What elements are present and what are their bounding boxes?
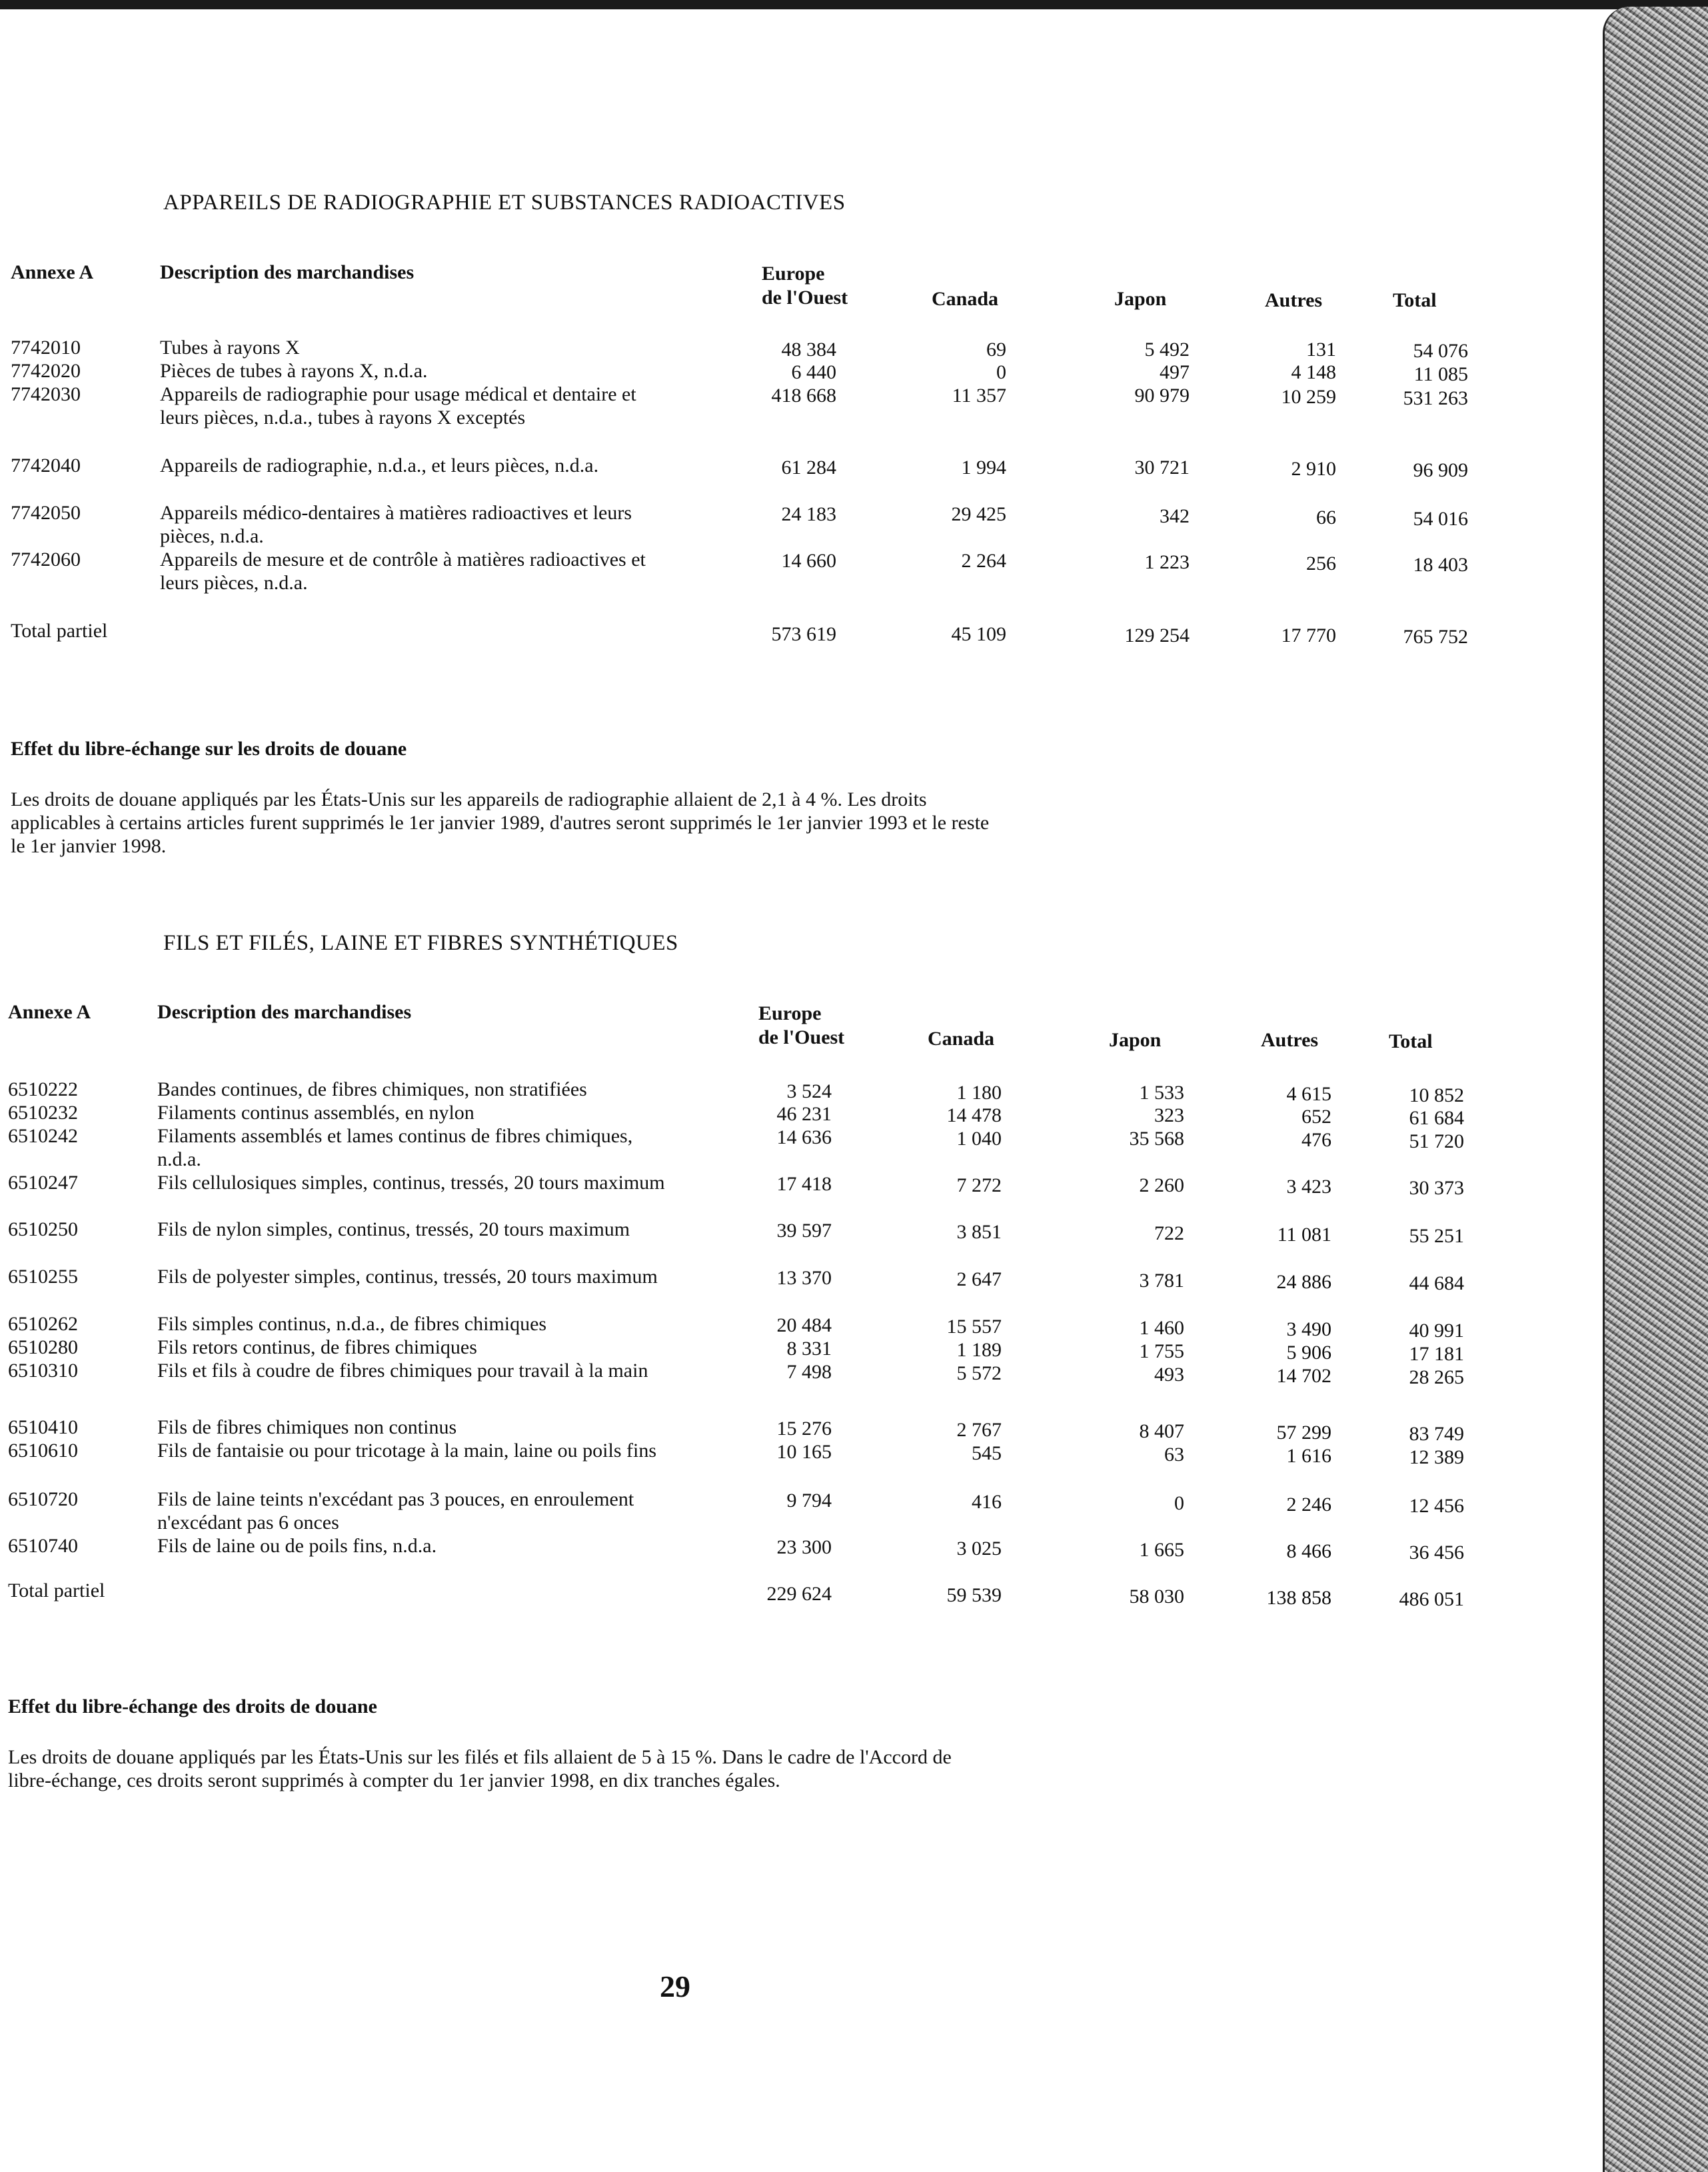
section2-effect-text: Les droits de douane appliqués par les États-Unis sur les filés et fils allaient de 5 à 15 %. Dans le cadre de l'Accord de libre-échange, ces droits seront supprimés à compter du 1er janvier 1998, en dix tranches égales. (8, 1746, 952, 1791)
row-canada: 1 040 (956, 1128, 1002, 1150)
row-description: Fils et fils à coudre de fibres chimiques pour travail à la main (157, 1360, 648, 1382)
row-canada: 3 025 (956, 1538, 1002, 1560)
row-code: 6510720 (8, 1488, 78, 1510)
row-japon: 63 (1164, 1444, 1184, 1466)
row-europe: 3 524 (786, 1080, 832, 1102)
row-description: Fils de fantaisie ou pour tricotage à la main, laine ou poils fins (157, 1440, 656, 1462)
row-code: 6510247 (8, 1172, 78, 1194)
section2-header-japon: Japon (1109, 1029, 1162, 1051)
row-autres: 131 (1306, 339, 1336, 361)
row-description: Fils cellulosiques simples, continus, tressés, 20 tours maximum (157, 1172, 665, 1194)
subtotal-total: 486 051 (1399, 1588, 1464, 1610)
row-code: 6510310 (8, 1360, 78, 1382)
section1-header-europe-l2: de l'Ouest (762, 287, 848, 309)
row-code: 6510740 (8, 1535, 78, 1557)
row-europe: 13 370 (776, 1267, 832, 1289)
row-europe: 9 794 (786, 1490, 832, 1512)
row-japon: 8 407 (1139, 1420, 1184, 1442)
row-code: 7742060 (11, 548, 81, 570)
row-description: Pièces de tubes à rayons X, n.d.a. (160, 360, 428, 382)
section2-header-total: Total (1389, 1030, 1433, 1052)
section2-header-annexe: Annexe A (8, 1001, 91, 1023)
row-autres: 57 299 (1276, 1422, 1331, 1444)
row-code: 7742020 (11, 360, 81, 382)
row-japon: 1 223 (1144, 551, 1190, 573)
document-page (0, 9, 1603, 2172)
subtotal-label: Total partiel (8, 1580, 105, 1602)
row-description: Appareils de mesure et de contrôle à matières radioactives et leurs pièces, n.d.a. (160, 548, 646, 594)
row-code: 7742010 (11, 337, 81, 359)
row-canada: 545 (972, 1442, 1002, 1464)
row-europe: 15 276 (776, 1418, 832, 1440)
row-japon: 30 721 (1134, 457, 1190, 479)
row-autres: 11 081 (1277, 1224, 1331, 1246)
section1-header-autres: Autres (1265, 289, 1323, 311)
row-europe: 8 331 (786, 1338, 832, 1360)
row-europe: 23 300 (776, 1536, 832, 1558)
row-japon: 497 (1160, 361, 1190, 383)
row-canada: 5 572 (956, 1362, 1002, 1384)
row-description: Fils de fibres chimiques non continus (157, 1416, 457, 1438)
subtotal-total: 765 752 (1403, 626, 1468, 648)
row-europe: 7 498 (786, 1361, 832, 1383)
row-description: Filaments assemblés et lames continus de fibres chimiques, n.d.a. (157, 1125, 633, 1170)
row-japon: 2 260 (1139, 1174, 1184, 1196)
row-autres: 2 246 (1286, 1494, 1331, 1516)
section1-header-annexe: Annexe A (11, 261, 94, 283)
row-canada: 11 357 (952, 385, 1006, 407)
section1-header-europe-l1: Europe (762, 263, 825, 285)
row-total: 36 456 (1409, 1542, 1464, 1564)
row-description: Fils de laine teints n'excédant pas 3 pouces, en enroulement n'excédant pas 6 onces (157, 1488, 634, 1534)
row-canada: 69 (986, 339, 1006, 361)
row-europe: 39 597 (776, 1220, 832, 1242)
row-total: 55 251 (1409, 1225, 1464, 1247)
subtotal-europe: 229 624 (766, 1583, 832, 1605)
row-code: 6510262 (8, 1313, 78, 1335)
row-code: 7742050 (11, 502, 81, 524)
row-total: 44 684 (1409, 1272, 1464, 1294)
row-europe: 20 484 (776, 1314, 832, 1336)
row-total: 18 403 (1413, 554, 1468, 576)
row-description: Fils de laine ou de poils fins, n.d.a. (157, 1535, 437, 1557)
row-total: 54 076 (1413, 340, 1468, 362)
row-europe: 24 183 (781, 503, 836, 525)
section1-header-japon: Japon (1114, 288, 1167, 310)
row-canada: 7 272 (956, 1174, 1002, 1196)
row-europe: 14 660 (781, 550, 836, 572)
row-description: Fils simples continus, n.d.a., de fibres chimiques (157, 1313, 547, 1335)
row-code: 6510242 (8, 1125, 78, 1147)
row-description: Tubes à rayons X (160, 337, 300, 359)
row-europe: 14 636 (776, 1126, 832, 1148)
row-europe: 17 418 (776, 1173, 832, 1195)
row-japon: 90 979 (1134, 385, 1190, 407)
row-canada: 14 478 (946, 1104, 1002, 1126)
row-japon: 0 (1174, 1492, 1184, 1514)
row-code: 7742030 (11, 383, 81, 405)
section2-header-description: Description des marchandises (157, 1001, 412, 1023)
row-japon: 1 665 (1139, 1539, 1184, 1561)
row-description: Appareils de radiographie, n.d.a., et leurs pièces, n.d.a. (160, 455, 599, 477)
row-japon: 722 (1154, 1222, 1184, 1244)
row-code: 6510255 (8, 1266, 78, 1288)
section1-effect-text: Les droits de douane appliqués par les États-Unis sur les appareils de radiographie allaient de 2,1 à 4 %. Les droits applicables à certains articles furent supprimés le 1er janvier 1989, d'autres seront supprimés le 1er janvier 1993 et le reste le 1er janvier 1998. (11, 788, 990, 857)
row-autres: 8 466 (1286, 1540, 1331, 1562)
section2-effect-heading: Effet du libre-échange des droits de douane (8, 1695, 377, 1717)
row-total: 51 720 (1409, 1130, 1464, 1152)
subtotal-japon: 58 030 (1129, 1586, 1184, 1608)
row-autres: 14 702 (1276, 1365, 1331, 1387)
section1-title: APPAREILS DE RADIOGRAPHIE ET SUBSTANCES RADIOACTIVES (163, 191, 846, 215)
scan-edge-texture (1603, 7, 1708, 2172)
row-total: 96 909 (1413, 459, 1468, 481)
row-canada: 0 (996, 361, 1006, 383)
row-description: Fils de nylon simples, continus, tressés, 20 tours maximum (157, 1218, 630, 1240)
row-europe: 48 384 (781, 339, 836, 361)
subtotal-canada: 59 539 (946, 1584, 1002, 1606)
section2-header-europe-l2: de l'Ouest (758, 1026, 845, 1048)
row-canada: 2 647 (956, 1268, 1002, 1290)
row-total: 17 181 (1409, 1343, 1464, 1365)
subtotal-europe: 573 619 (771, 623, 836, 645)
row-total: 531 263 (1403, 387, 1468, 409)
row-description: Filaments continus assemblés, en nylon (157, 1102, 474, 1124)
row-japon: 493 (1154, 1364, 1184, 1386)
row-canada: 416 (972, 1491, 1002, 1513)
row-total: 10 852 (1409, 1084, 1464, 1106)
row-autres: 1 616 (1286, 1445, 1331, 1467)
section2-header-europe-l1: Europe (758, 1002, 822, 1024)
subtotal-label: Total partiel (11, 620, 108, 642)
row-canada: 29 425 (951, 503, 1006, 525)
row-code: 6510222 (8, 1078, 78, 1100)
row-code: 6510250 (8, 1218, 78, 1240)
row-japon: 342 (1160, 505, 1190, 527)
row-total: 83 749 (1409, 1423, 1464, 1445)
row-code: 6510410 (8, 1416, 78, 1438)
row-canada: 1 189 (956, 1339, 1002, 1361)
subtotal-canada: 45 109 (951, 623, 1006, 645)
row-autres: 4 148 (1291, 361, 1336, 383)
row-autres: 3 490 (1286, 1318, 1331, 1340)
row-code: 7742040 (11, 455, 81, 477)
row-autres: 2 910 (1291, 458, 1336, 480)
row-total: 11 085 (1413, 363, 1468, 385)
row-autres: 3 423 (1286, 1176, 1331, 1198)
row-autres: 24 886 (1276, 1271, 1331, 1293)
row-autres: 4 615 (1286, 1083, 1331, 1105)
section2-header-autres: Autres (1261, 1029, 1319, 1051)
subtotal-autres: 138 858 (1266, 1587, 1331, 1609)
row-total: 40 991 (1409, 1320, 1464, 1342)
row-code: 6510280 (8, 1336, 78, 1358)
row-japon: 1 533 (1139, 1082, 1184, 1104)
row-autres: 652 (1301, 1106, 1331, 1128)
subtotal-japon: 129 254 (1124, 624, 1190, 646)
row-autres: 5 906 (1286, 1342, 1331, 1364)
row-autres: 66 (1316, 507, 1336, 529)
row-description: Fils de polyester simples, continus, tressés, 20 tours maximum (157, 1266, 658, 1288)
row-autres: 256 (1306, 552, 1336, 574)
row-total: 61 684 (1409, 1107, 1464, 1129)
row-europe: 418 668 (771, 385, 836, 407)
section1-effect-heading: Effet du libre-échange sur les droits de douane (11, 738, 407, 760)
row-japon: 35 568 (1129, 1128, 1184, 1150)
row-total: 54 016 (1413, 508, 1468, 530)
row-japon: 323 (1154, 1104, 1184, 1126)
scan-top-border (0, 0, 1708, 9)
row-code: 6510232 (8, 1102, 78, 1124)
row-description: Appareils de radiographie pour usage médical et dentaire et leurs pièces, n.d.a., tubes à rayons X exceptés (160, 383, 636, 429)
row-europe: 6 440 (791, 361, 836, 383)
row-canada: 2 264 (961, 550, 1006, 572)
row-japon: 5 492 (1144, 339, 1190, 361)
row-canada: 1 180 (956, 1082, 1002, 1104)
section1-header-canada: Canada (932, 288, 999, 310)
row-description: Fils retors continus, de fibres chimiques (157, 1336, 477, 1358)
row-autres: 10 259 (1281, 386, 1336, 408)
section1-header-description: Description des marchandises (160, 261, 415, 283)
page-number: 29 (660, 1969, 690, 2003)
row-total: 30 373 (1409, 1177, 1464, 1199)
row-code: 6510610 (8, 1440, 78, 1462)
subtotal-autres: 17 770 (1281, 624, 1336, 646)
row-europe: 46 231 (776, 1103, 832, 1125)
row-total: 12 456 (1409, 1495, 1464, 1517)
row-japon: 1 460 (1139, 1317, 1184, 1339)
row-total: 12 389 (1409, 1446, 1464, 1468)
section2-header-canada: Canada (928, 1028, 995, 1050)
row-description: Appareils médico-dentaires à matières radioactives et leurs pièces, n.d.a. (160, 502, 632, 547)
row-autres: 476 (1301, 1129, 1331, 1151)
row-europe: 61 284 (781, 457, 836, 479)
row-canada: 2 767 (956, 1419, 1002, 1441)
row-europe: 10 165 (776, 1441, 832, 1463)
row-canada: 3 851 (956, 1221, 1002, 1243)
row-total: 28 265 (1409, 1366, 1464, 1388)
section1-header-total: Total (1393, 289, 1437, 311)
row-description: Bandes continues, de fibres chimiques, non stratifiées (157, 1078, 587, 1100)
row-canada: 1 994 (961, 457, 1006, 479)
section2-title: FILS ET FILÉS, LAINE ET FIBRES SYNTHÉTIQUES (163, 931, 678, 955)
row-japon: 1 755 (1139, 1340, 1184, 1362)
row-japon: 3 781 (1139, 1270, 1184, 1292)
row-canada: 15 557 (946, 1316, 1002, 1338)
